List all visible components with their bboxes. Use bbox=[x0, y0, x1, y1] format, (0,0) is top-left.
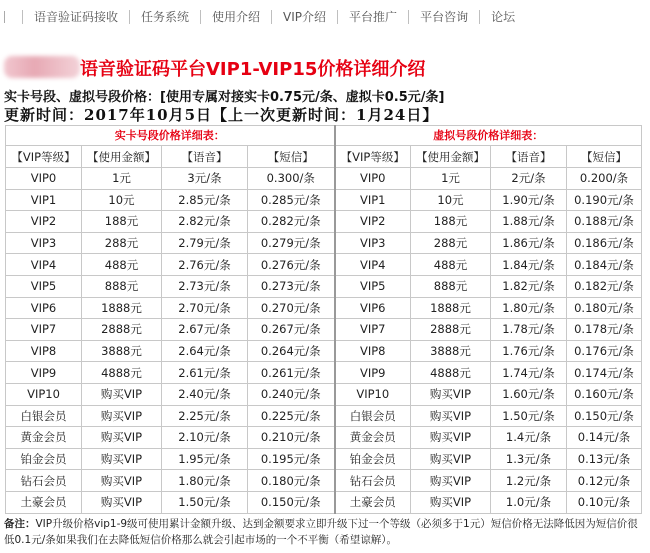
real-sms-price-cell: 0.276元/条 bbox=[248, 254, 335, 276]
virtual-vip-level-cell: VIP0 bbox=[335, 168, 411, 190]
table-row bbox=[6, 297, 642, 319]
real-vip-level-cell: VIP2 bbox=[6, 211, 82, 233]
virtual-sms-price-cell: 0.14元/条 bbox=[567, 427, 642, 449]
real-amount-cell: 购买VIP bbox=[82, 427, 162, 449]
virtual-sms-price-cell: 0.160元/条 bbox=[567, 383, 642, 405]
virtual-sms-price-cell: 0.174元/条 bbox=[567, 362, 642, 384]
virtual-voice-price-cell: 1.0元/条 bbox=[491, 491, 567, 513]
virtual-sms-price-cell: 0.190元/条 bbox=[567, 189, 642, 211]
table-row bbox=[6, 362, 642, 384]
virtual-vip-level-cell: 白银会员 bbox=[335, 405, 411, 427]
virtual-voice-price-cell: 1.2元/条 bbox=[491, 470, 567, 492]
virtual-voice-price-cell: 1.60元/条 bbox=[491, 383, 567, 405]
price-table-wrapper bbox=[5, 125, 641, 514]
virtual-vip-level-cell: VIP3 bbox=[335, 232, 411, 254]
nav-item-guide[interactable]: 使用介绍 bbox=[200, 10, 271, 24]
virtual-vip-level-cell: 铂金会员 bbox=[335, 448, 411, 470]
virtual-sms-price-cell: 0.176元/条 bbox=[567, 340, 642, 362]
virtual-voice-price-cell: 1.84元/条 bbox=[491, 254, 567, 276]
virtual-amount-cell: 购买VIP bbox=[411, 448, 491, 470]
real-voice-price-cell: 3元/条 bbox=[162, 168, 248, 190]
real-vip-level-cell: VIP8 bbox=[6, 340, 82, 362]
table-row bbox=[6, 211, 642, 233]
real-amount-cell: 购买VIP bbox=[82, 448, 162, 470]
virtual-voice-price-cell: 1.3元/条 bbox=[491, 448, 567, 470]
nav-item-promotion[interactable]: 平台推广 bbox=[337, 10, 408, 24]
virtual-voice-price-cell: 1.88元/条 bbox=[491, 211, 567, 233]
table-row bbox=[6, 340, 642, 362]
header-amount-virtual: 【使用金额】 bbox=[411, 146, 491, 168]
real-voice-price-cell: 2.70元/条 bbox=[162, 297, 248, 319]
virtual-sms-price-cell: 0.178元/条 bbox=[567, 319, 642, 341]
virtual-amount-cell: 10元 bbox=[411, 189, 491, 211]
real-amount-cell: 1元 bbox=[82, 168, 162, 190]
virtual-amount-cell: 2888元 bbox=[411, 319, 491, 341]
real-voice-price-cell: 2.76元/条 bbox=[162, 254, 248, 276]
virtual-amount-cell: 购买VIP bbox=[411, 427, 491, 449]
real-amount-cell: 10元 bbox=[82, 189, 162, 211]
virtual-amount-cell: 888元 bbox=[411, 275, 491, 297]
virtual-vip-level-cell: 土豪会员 bbox=[335, 491, 411, 513]
real-voice-price-cell: 2.25元/条 bbox=[162, 405, 248, 427]
real-voice-price-cell: 2.10元/条 bbox=[162, 427, 248, 449]
real-vip-level-cell: 土豪会员 bbox=[6, 491, 82, 513]
real-sms-price-cell: 0.261元/条 bbox=[248, 362, 335, 384]
real-voice-price-cell: 2.79元/条 bbox=[162, 232, 248, 254]
real-voice-price-cell: 2.61元/条 bbox=[162, 362, 248, 384]
real-sms-price-cell: 0.210元/条 bbox=[248, 427, 335, 449]
virtual-vip-level-cell: VIP10 bbox=[335, 383, 411, 405]
real-voice-price-cell: 2.82元/条 bbox=[162, 211, 248, 233]
virtual-voice-price-cell: 1.86元/条 bbox=[491, 232, 567, 254]
virtual-vip-level-cell: VIP4 bbox=[335, 254, 411, 276]
real-vip-level-cell: VIP3 bbox=[6, 232, 82, 254]
real-vip-level-cell: VIP0 bbox=[6, 168, 82, 190]
table-caption-row bbox=[6, 126, 642, 146]
virtual-sms-price-cell: 0.13元/条 bbox=[567, 448, 642, 470]
real-sms-price-cell: 0.267元/条 bbox=[248, 319, 335, 341]
real-vip-level-cell: VIP6 bbox=[6, 297, 82, 319]
real-vip-level-cell: VIP5 bbox=[6, 275, 82, 297]
header-vip-level-virtual: 【VIP等级】 bbox=[335, 146, 411, 168]
price-table bbox=[5, 125, 642, 514]
real-voice-price-cell: 2.67元/条 bbox=[162, 319, 248, 341]
table-header-row bbox=[6, 146, 642, 168]
virtual-sms-price-cell: 0.186元/条 bbox=[567, 232, 642, 254]
virtual-vip-level-cell: VIP1 bbox=[335, 189, 411, 211]
real-vip-level-cell: 铂金会员 bbox=[6, 448, 82, 470]
table-row bbox=[6, 232, 642, 254]
real-vip-level-cell: VIP7 bbox=[6, 319, 82, 341]
header-sms-virtual: 【短信】 bbox=[567, 146, 642, 168]
virtual-voice-price-cell: 1.80元/条 bbox=[491, 297, 567, 319]
real-amount-cell: 购买VIP bbox=[82, 491, 162, 513]
real-voice-price-cell: 1.95元/条 bbox=[162, 448, 248, 470]
page-title: 语音验证码平台VIP1-VIP15价格详细介绍 bbox=[80, 59, 426, 80]
virtual-sms-price-cell: 0.150元/条 bbox=[567, 405, 642, 427]
table-row bbox=[6, 275, 642, 297]
nav-item-tasks[interactable]: 任务系统 bbox=[129, 10, 200, 24]
virtual-vip-level-cell: VIP5 bbox=[335, 275, 411, 297]
real-amount-cell: 购买VIP bbox=[82, 383, 162, 405]
price-info-line: 实卡号段、虚拟号段价格：[使用专属对接实卡0.75元/条、虚拟卡0.5元/条] bbox=[4, 90, 445, 105]
virtual-sms-price-cell: 0.184元/条 bbox=[567, 254, 642, 276]
real-sms-price-cell: 0.279元/条 bbox=[248, 232, 335, 254]
virtual-amount-cell: 188元 bbox=[411, 211, 491, 233]
header-voice: 【语音】 bbox=[162, 146, 248, 168]
virtual-amount-cell: 购买VIP bbox=[411, 405, 491, 427]
table-row bbox=[6, 383, 642, 405]
virtual-sms-price-cell: 0.10元/条 bbox=[567, 491, 642, 513]
real-voice-price-cell: 2.85元/条 bbox=[162, 189, 248, 211]
real-amount-cell: 888元 bbox=[82, 275, 162, 297]
real-vip-level-cell: 白银会员 bbox=[6, 405, 82, 427]
virtual-sms-price-cell: 0.200/条 bbox=[567, 168, 642, 190]
real-amount-cell: 188元 bbox=[82, 211, 162, 233]
header-sms: 【短信】 bbox=[248, 146, 335, 168]
virtual-amount-cell: 4888元 bbox=[411, 362, 491, 384]
virtual-voice-price-cell: 2元/条 bbox=[491, 168, 567, 190]
real-vip-level-cell: 钻石会员 bbox=[6, 470, 82, 492]
real-vip-level-cell: VIP9 bbox=[6, 362, 82, 384]
virtual-amount-cell: 购买VIP bbox=[411, 383, 491, 405]
table-row bbox=[6, 448, 642, 470]
footnote-label: 备注： bbox=[4, 518, 36, 530]
real-voice-price-cell: 1.50元/条 bbox=[162, 491, 248, 513]
real-vip-level-cell: VIP4 bbox=[6, 254, 82, 276]
virtual-voice-price-cell: 1.4元/条 bbox=[491, 427, 567, 449]
virtual-sms-price-cell: 0.180元/条 bbox=[567, 297, 642, 319]
real-amount-cell: 288元 bbox=[82, 232, 162, 254]
real-amount-cell: 购买VIP bbox=[82, 405, 162, 427]
real-sms-price-cell: 0.195元/条 bbox=[248, 448, 335, 470]
virtual-vip-level-cell: 钻石会员 bbox=[335, 470, 411, 492]
virtual-amount-cell: 3888元 bbox=[411, 340, 491, 362]
header-vip-level: 【VIP等级】 bbox=[6, 146, 82, 168]
real-amount-cell: 购买VIP bbox=[82, 470, 162, 492]
real-sms-price-cell: 0.300/条 bbox=[248, 168, 335, 190]
table-row bbox=[6, 470, 642, 492]
virtual-amount-cell: 488元 bbox=[411, 254, 491, 276]
virtual-amount-cell: 购买VIP bbox=[411, 491, 491, 513]
virtual-vip-level-cell: VIP9 bbox=[335, 362, 411, 384]
table-row bbox=[6, 427, 642, 449]
virtual-sms-price-cell: 0.188元/条 bbox=[567, 211, 642, 233]
nav-item-voice-code[interactable]: 语音验证码接收 bbox=[22, 10, 129, 24]
virtual-vip-level-cell: VIP6 bbox=[335, 297, 411, 319]
real-voice-price-cell: 2.73元/条 bbox=[162, 275, 248, 297]
virtual-voice-price-cell: 1.50元/条 bbox=[491, 405, 567, 427]
virtual-voice-price-cell: 1.90元/条 bbox=[491, 189, 567, 211]
nav-divider-icon bbox=[4, 11, 14, 23]
real-voice-price-cell: 1.80元/条 bbox=[162, 470, 248, 492]
header-voice-virtual: 【语音】 bbox=[491, 146, 567, 168]
table-row bbox=[6, 405, 642, 427]
real-sms-price-cell: 0.225元/条 bbox=[248, 405, 335, 427]
real-sms-price-cell: 0.150元/条 bbox=[248, 491, 335, 513]
real-amount-cell: 4888元 bbox=[82, 362, 162, 384]
nav-item-consult[interactable]: 平台咨询 bbox=[408, 10, 479, 24]
virtual-sms-price-cell: 0.182元/条 bbox=[567, 275, 642, 297]
real-amount-cell: 2888元 bbox=[82, 319, 162, 341]
table-row bbox=[6, 168, 642, 190]
blurred-logo bbox=[4, 56, 80, 78]
real-amount-cell: 1888元 bbox=[82, 297, 162, 319]
virtual-vip-level-cell: 黄金会员 bbox=[335, 427, 411, 449]
virtual-amount-cell: 1888元 bbox=[411, 297, 491, 319]
virtual-vip-level-cell: VIP7 bbox=[335, 319, 411, 341]
real-sms-price-cell: 0.282元/条 bbox=[248, 211, 335, 233]
top-nav bbox=[0, 0, 650, 34]
real-voice-price-cell: 2.64元/条 bbox=[162, 340, 248, 362]
real-card-caption: 实卡号段价格详细表： bbox=[6, 126, 335, 146]
update-time-line: 更新时间：2017年10月5日【上一次更新时间：1月24日】 bbox=[4, 106, 439, 124]
virtual-amount-cell: 购买VIP bbox=[411, 470, 491, 492]
real-sms-price-cell: 0.240元/条 bbox=[248, 383, 335, 405]
virtual-vip-level-cell: VIP2 bbox=[335, 211, 411, 233]
real-amount-cell: 3888元 bbox=[82, 340, 162, 362]
real-vip-level-cell: VIP1 bbox=[6, 189, 82, 211]
real-sms-price-cell: 0.180元/条 bbox=[248, 470, 335, 492]
footnote-text: VIP升级价格vip1-9级可使用累计金额升级、达到金额要求立即升级下过一个等级（必须多于1元）短信价格无法降低因为短信价很低0.1元/条如果我们在去降低短信价格那么就会引起市场的一个不平衡（希望谅解）。 bbox=[4, 518, 638, 546]
real-sms-price-cell: 0.285元/条 bbox=[248, 189, 335, 211]
real-vip-level-cell: 黄金会员 bbox=[6, 427, 82, 449]
virtual-amount-cell: 288元 bbox=[411, 232, 491, 254]
real-sms-price-cell: 0.264元/条 bbox=[248, 340, 335, 362]
virtual-voice-price-cell: 1.74元/条 bbox=[491, 362, 567, 384]
virtual-voice-price-cell: 1.78元/条 bbox=[491, 319, 567, 341]
table-row bbox=[6, 254, 642, 276]
virtual-amount-cell: 1元 bbox=[411, 168, 491, 190]
virtual-vip-level-cell: VIP8 bbox=[335, 340, 411, 362]
virtual-sms-price-cell: 0.12元/条 bbox=[567, 470, 642, 492]
footnote bbox=[4, 516, 648, 548]
virtual-voice-price-cell: 1.82元/条 bbox=[491, 275, 567, 297]
virtual-voice-price-cell: 1.76元/条 bbox=[491, 340, 567, 362]
real-amount-cell: 488元 bbox=[82, 254, 162, 276]
real-sms-price-cell: 0.273元/条 bbox=[248, 275, 335, 297]
header-amount: 【使用金额】 bbox=[82, 146, 162, 168]
real-sms-price-cell: 0.270元/条 bbox=[248, 297, 335, 319]
nav-item-forum[interactable]: 论坛 bbox=[479, 10, 526, 24]
table-row bbox=[6, 189, 642, 211]
nav-item-vip[interactable]: VIP介绍 bbox=[271, 10, 337, 24]
table-row bbox=[6, 491, 642, 513]
table-row bbox=[6, 319, 642, 341]
real-voice-price-cell: 2.40元/条 bbox=[162, 383, 248, 405]
real-vip-level-cell: VIP10 bbox=[6, 383, 82, 405]
virtual-card-caption: 虚拟号段价格详细表： bbox=[335, 126, 642, 146]
